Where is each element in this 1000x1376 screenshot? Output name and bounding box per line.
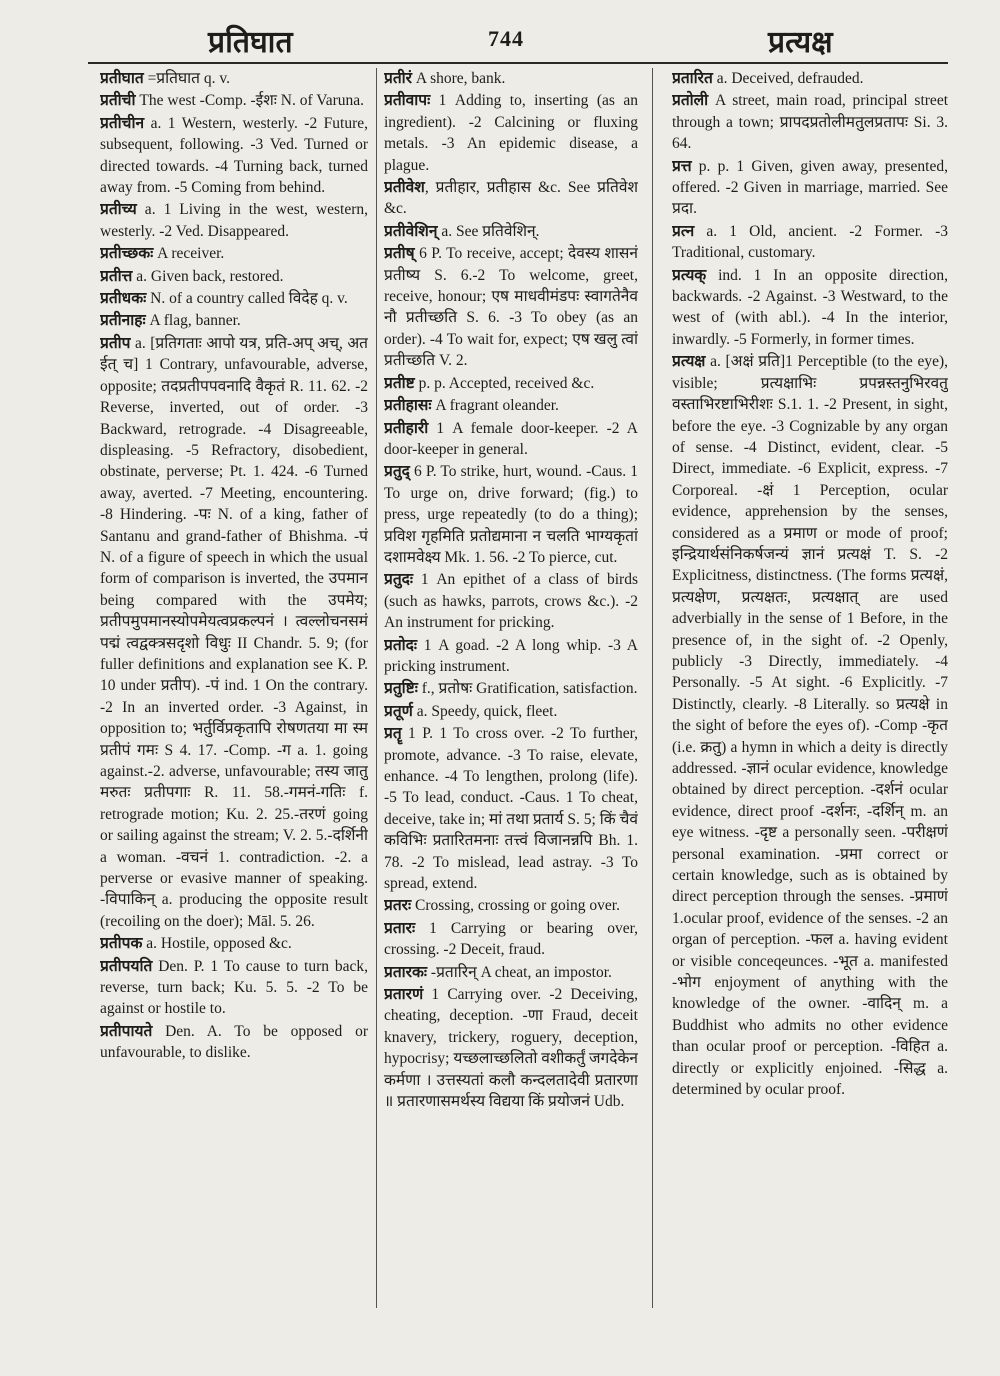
entry-definition: a. 1 Living in the west, western, westerly. -2 Ved. Disappeared. xyxy=(100,201,368,240)
dictionary-entry xyxy=(672,90,948,154)
entry-headword: प्रतारकः xyxy=(384,963,428,981)
entry-definition: a. [अक्षं प्रति]1 Perceptible (to the eye), visible; प्रत्यक्षाभिः प्रपन्नस्तनुभिरवतु वस्ताभिरष्टाभिरीशः S.1. 1. -2 Present, in sight, before the eye. -3 Cognizable by any organ of sense. -4 Distinct, evident, clear. -5 Direct, immediate. -6 Explicit, express. -7 Corporeal. -क्षं 1 Perception, ocular evidence, apprehension by the senses, considered as a प्रमाण or mode of proof; इन्द्रियार्थसंनिकर्षजन्यं ज्ञानं प्रत्यक्षं T. S. -2 Explicitness, distinctness. (The forms प्रत्यक्षं, प्रत्यक्षेण, प्रत्यक्षतः, प्रत्यक्षात् are used adverbially in the sense of 1 Before, in the presence of, in the sight of. -2 Openly, publicly -3 Directly, immediately. -4 Personally. -5 At sight. -6 Explicitly. -7 Distinctly, clearly. -8 Literally. so प्रत्यक्षे in the sight of before the eyes of). -Comp -कृत (i.e. क्रतु) a hymn in which a deity is directly addressed. -ज्ञानं ocular evidence, knowledge obtained by direct perception. -दर्शनं ocular evidence, direct proof -दर्शनः, -दर्शिन् m. an eye witness. -दृष्ट a personally seen. -परीक्षणं personal examination. -प्रमा correct or certain knowledge, such as is obtained by direct perception through the senses. -प्रमाणं 1.ocular proof, evidence of the senses. -2 an organ of perception. -फल a. having evident or visible conceqeunces. -भूत a. manifested -भोग enjoyment of anything with the knowledge of the owner. -वादिन् m. a Buddhist who admits no other evidence than ocular proof or perception. -विहित a. directly or explicitly enjoined. -सिद्ध a. determined by ocular proof. xyxy=(672,353,948,1099)
dictionary-entry xyxy=(384,373,638,394)
entry-definition: a. Speedy, quick, fleet. xyxy=(412,702,558,720)
entry-definition: The west -Comp. -ईशः N. of Varuna. xyxy=(135,92,365,110)
entry-headword: प्रतीहारी xyxy=(384,419,429,437)
dictionary-entry xyxy=(384,68,638,89)
entry-headword: प्रतूर्ण xyxy=(384,702,413,720)
dictionary-entry xyxy=(100,288,368,309)
entry-headword: प्रतीत्त xyxy=(100,267,133,285)
dictionary-entry xyxy=(100,90,368,111)
header-rule xyxy=(88,62,948,64)
entry-definition: 1 Carrying or bearing over, crossing. -2 Deceit, fraud. xyxy=(384,919,638,959)
entry-headword: प्रतीधकः xyxy=(100,290,147,308)
entry-definition: , प्रतीहार, प्रतीहास &c. See प्रतिवेश &c. xyxy=(384,179,638,218)
entry-definition: A receiver. xyxy=(153,245,225,263)
entry-definition: A flag, banner. xyxy=(145,312,241,330)
entry-headword: प्रतुदः xyxy=(384,571,414,589)
entry-definition: Den. A. To be opposed or unfavourable, to dislike. xyxy=(100,1022,368,1062)
dictionary-entry xyxy=(384,678,638,699)
dictionary-entry xyxy=(384,243,638,371)
entry-headword: प्रतीरं xyxy=(384,70,413,87)
dictionary-entry xyxy=(100,956,368,1020)
entry-headword: प्रतीची xyxy=(100,92,136,110)
entry-headword: प्रतीवेश xyxy=(384,179,425,197)
dictionary-entry xyxy=(672,265,948,351)
dictionary-entry xyxy=(384,418,638,461)
dictionary-entry xyxy=(384,635,638,678)
dictionary-entry xyxy=(384,90,638,176)
entry-definition: 1 Adding to, inserting (as an ingredient). -2 Calcining or fluxing metals. -3 An epidemic disease, a plague. xyxy=(384,92,638,174)
entry-definition: 1 Carrying over. -2 Deceiving, cheating, deception. -णा Fraud, deceit knavery, trickery, roguery, deception, hypocrisy; यच्छलाच्छलितो वशीकर्तुं जगदेकेन कर्मणा । उत्तस्यतां कलौ कन्दलतादेवी प्रतारणा ॥ प्रतारणासमर्थस्य विद्यया किं प्रयोजनं Udb. xyxy=(384,986,638,1111)
dictionary-entry xyxy=(100,199,368,242)
entry-definition: a. See प्रतिवेशिन्. xyxy=(437,222,540,240)
dictionary-entry xyxy=(672,351,948,1100)
dictionary-entry xyxy=(672,156,948,220)
entry-headword: प्रतारः xyxy=(384,919,416,937)
dictionary-entry xyxy=(384,395,638,416)
entry-definition: A fragrant oleander. xyxy=(431,397,559,415)
dictionary-entry xyxy=(384,221,638,242)
dictionary-entry xyxy=(384,984,638,1112)
dictionary-entry xyxy=(384,918,638,961)
entry-headword: प्रतीपयति xyxy=(100,957,153,975)
entry-headword: प्रतुष्टिः xyxy=(384,680,418,698)
page-header xyxy=(0,0,1000,64)
entry-definition: f., प्रतोषः Gratification, satisfaction. xyxy=(417,680,638,698)
entry-headword: प्रतरः xyxy=(384,897,412,915)
column-1 xyxy=(100,68,368,1308)
entry-definition: -प्रतारिन् A cheat, an impostor. xyxy=(427,963,612,981)
entry-definition: Crossing, crossing or going over. xyxy=(411,897,620,915)
entry-definition: 6 P. To strike, hurt, wound. -Caus. 1 To urge on, drive forward; (fig.) to press, urge repeatedly (to do a thing); प्रविश गृहमिति प्रतोद्यमाना न चलति भाग्यकृतां दशामवेक्ष्य Mk. 1. 56. -2 To pierce, cut. xyxy=(384,463,638,566)
dictionary-entry xyxy=(384,701,638,722)
entry-definition: 1 A goad. -2 A long whip. -3 A pricking instrument. xyxy=(384,636,638,675)
entry-headword: प्रतॄ xyxy=(384,725,402,743)
dictionary-entry xyxy=(384,723,638,894)
entry-definition: a. Given back, restored. xyxy=(132,267,284,285)
entry-definition: p. p. 1 Given, given away, presented, offered. -2 Given in marriage, married. See प्रदा. xyxy=(672,157,948,218)
entry-definition: p. p. Accepted, received &c. xyxy=(414,374,595,392)
entry-headword: प्रत्यक् xyxy=(672,266,707,284)
entry-definition: Den. P. 1 To cause to turn back, reverse, turn back; Ku. 5. 5. -2 To be against or hostile to. xyxy=(100,957,368,1018)
entry-definition: N. of a country called विदेह q. v. xyxy=(146,290,348,308)
entry-headword: प्रत्न xyxy=(672,222,695,240)
entry-headword: प्रतोदः xyxy=(384,636,418,654)
entry-definition: 6 P. To receive, accept; देवस्य शासनं प्रतीष्य S. 6.-2 To welcome, greet, receive, honour; एष माधवीमंडपः स्वागतेनैव नौ प्रतीच्छति S. 6. -3 To obey (as an order). -4 To wait for, expect; एष खलु त्वां प्रतीच्छति V. 2. xyxy=(384,245,638,370)
right-guide-word: प्रत्यक्ष xyxy=(768,26,833,59)
dictionary-entry xyxy=(100,933,368,954)
entry-definition: a. 1 Western, westerly. -2 Future, subsequent, following. -3 Ved. Turned or directed towards. -4 Turning back, turned away from. -5 Coming from behind. xyxy=(100,114,368,197)
entry-headword: प्रतीपक xyxy=(100,935,143,953)
entry-headword: प्रत्त xyxy=(672,157,692,175)
entry-definition: A shore, bank. xyxy=(412,70,506,87)
dictionary-entry xyxy=(100,333,368,932)
entry-definition: 1 An epithet of a class of birds (such as hawks, parrots, crows &c.). -2 An instrument for pricking. xyxy=(384,571,638,632)
entry-definition: a. [प्रतिगताः आपो यत्र, प्रति-अप् अच्, अत ईत् च] 1 Contrary, unfavourable, adverse, opposite; तदप्रतीपपवनादि वैकृतं R. 11. 62. -2 Reverse, inverted, out of order. -3 Backward, retrograde. -4 Disagreeable, displeasing. -5 Refractory, disobedient, obstinate, perverse; Pt. 1. 424. -6 Turned away, averted. -7 Meeting, encountering. -8 Hindering. -पः N. of a king, father of Santanu and grand-father of Bhishma. -पं N. of a figure of speech in which the usual form of comparison is inverted, the उपमान being compared with the उपमेय; प्रतीपमुपमानस्योपमेयत्वप्रकल्पनं । त्वल्लोचनसमं पद्मं त्वद्वक्त्रसदृशो विधुः II Chandr. 5. 9; (for fuller definitions and explanation see K. P. 10 under प्रतीप). -पं ind. 1 On the contrary. -2 In an inverted order. -3 Against, in opposition to; भर्तुर्विप्रकृतापि रोषणतया मा स्म प्रतीपं गमः S 4. 17. -Comp. -ग a. 1. going against.-2. adverse, unfavourable; तस्य जातु मरुतः प्रतीपगाः R. 11. 58.-गमनं-गतिः f. retrograde motion; Ku. 2. 25.-तरणं going or sailing against the stream; V. 2. 5.-दर्शिनी a woman. -वचनं 1. contradiction. -2. a perverse or evasive manner of speaking. -विपाकिन् a. producing the opposite result (recoiling on the doer); Māl. 5. 26. xyxy=(100,334,368,930)
entry-definition: 1 A female door-keeper. -2 A door-keeper in general. xyxy=(384,419,638,458)
entry-definition: =प्रतिघात q. v. xyxy=(143,70,230,87)
column-divider xyxy=(652,68,653,1308)
entry-definition: a. 1 Old, ancient. -2 Former. -3 Traditional, customary. xyxy=(672,222,948,262)
entry-definition: a. Deceived, defrauded. xyxy=(712,70,864,87)
entry-headword: प्रतीहासः xyxy=(384,397,432,415)
entry-headword: प्रत्यक्ष xyxy=(672,353,706,371)
entry-definition: ind. 1 In an opposite direction, backwards. -2 Against. -3 Westward, to the west of (with abl.). -4 In the interior, inwardly. -5 Formerly, in former times. xyxy=(672,266,948,348)
entry-headword: प्रतुद् xyxy=(384,463,410,481)
left-guide-word: प्रतिघात xyxy=(208,26,293,59)
entry-headword: प्रतीचीन xyxy=(100,114,145,132)
entry-headword: प्रतोली xyxy=(672,92,709,110)
dictionary-entry xyxy=(672,221,948,264)
column-divider xyxy=(376,68,377,1308)
entry-headword: प्रतीघात xyxy=(100,70,144,87)
dictionary-entry xyxy=(100,310,368,331)
dictionary-entry xyxy=(672,68,948,89)
entry-definition: a. Hostile, opposed &c. xyxy=(142,935,292,953)
dictionary-entry xyxy=(100,266,368,287)
entry-definition: 1 P. 1 To cross over. -2 To further, promote, advance. -3 To raise, elevate, enhance. -4 To lengthen, prolong (life). -5 To lead, conduct. -Caus. 1 To cheat, deceive, take in; मां तथा प्रतार्य S. 5; किं चैवं कविभिः प्रतारितमनाः तत्त्वं विजानन्नपि Bh. 1. 78. -2 To mislead, lead astray. -3 To spread, extend. xyxy=(384,725,638,893)
entry-headword: प्रतीप xyxy=(100,334,131,352)
entry-headword: प्रतीनाहः xyxy=(100,312,146,330)
entry-headword: प्रतीवेशिन् xyxy=(384,222,438,240)
entry-headword: प्रतारणं xyxy=(384,986,424,1004)
dictionary-entry xyxy=(384,962,638,983)
entry-headword: प्रतारित xyxy=(672,70,713,87)
dictionary-entry xyxy=(100,1021,368,1064)
entry-headword: प्रतीपायते xyxy=(100,1022,153,1040)
entry-headword: प्रतीच्य xyxy=(100,201,137,219)
entry-headword: प्रतीच्छकः xyxy=(100,245,154,263)
dictionary-entry xyxy=(384,569,638,633)
dictionary-entry xyxy=(384,461,638,568)
entry-headword: प्रतीष् xyxy=(384,245,415,263)
column-3 xyxy=(672,68,948,1308)
entry-definition: A street, main road, principal street through a town; प्रापदप्रतोलीमतुलप्रतापः Si. 3. 64. xyxy=(672,92,948,153)
entry-headword: प्रतीवापः xyxy=(384,92,431,110)
column-2 xyxy=(384,68,638,1308)
dictionary-entry xyxy=(384,177,638,220)
dictionary-entry xyxy=(384,895,638,916)
dictionary-entry xyxy=(100,243,368,264)
dictionary-entry xyxy=(100,113,368,199)
page-number: 744 xyxy=(488,26,524,51)
dictionary-entry xyxy=(100,68,368,89)
entry-headword: प्रतीष्ट xyxy=(384,374,415,392)
